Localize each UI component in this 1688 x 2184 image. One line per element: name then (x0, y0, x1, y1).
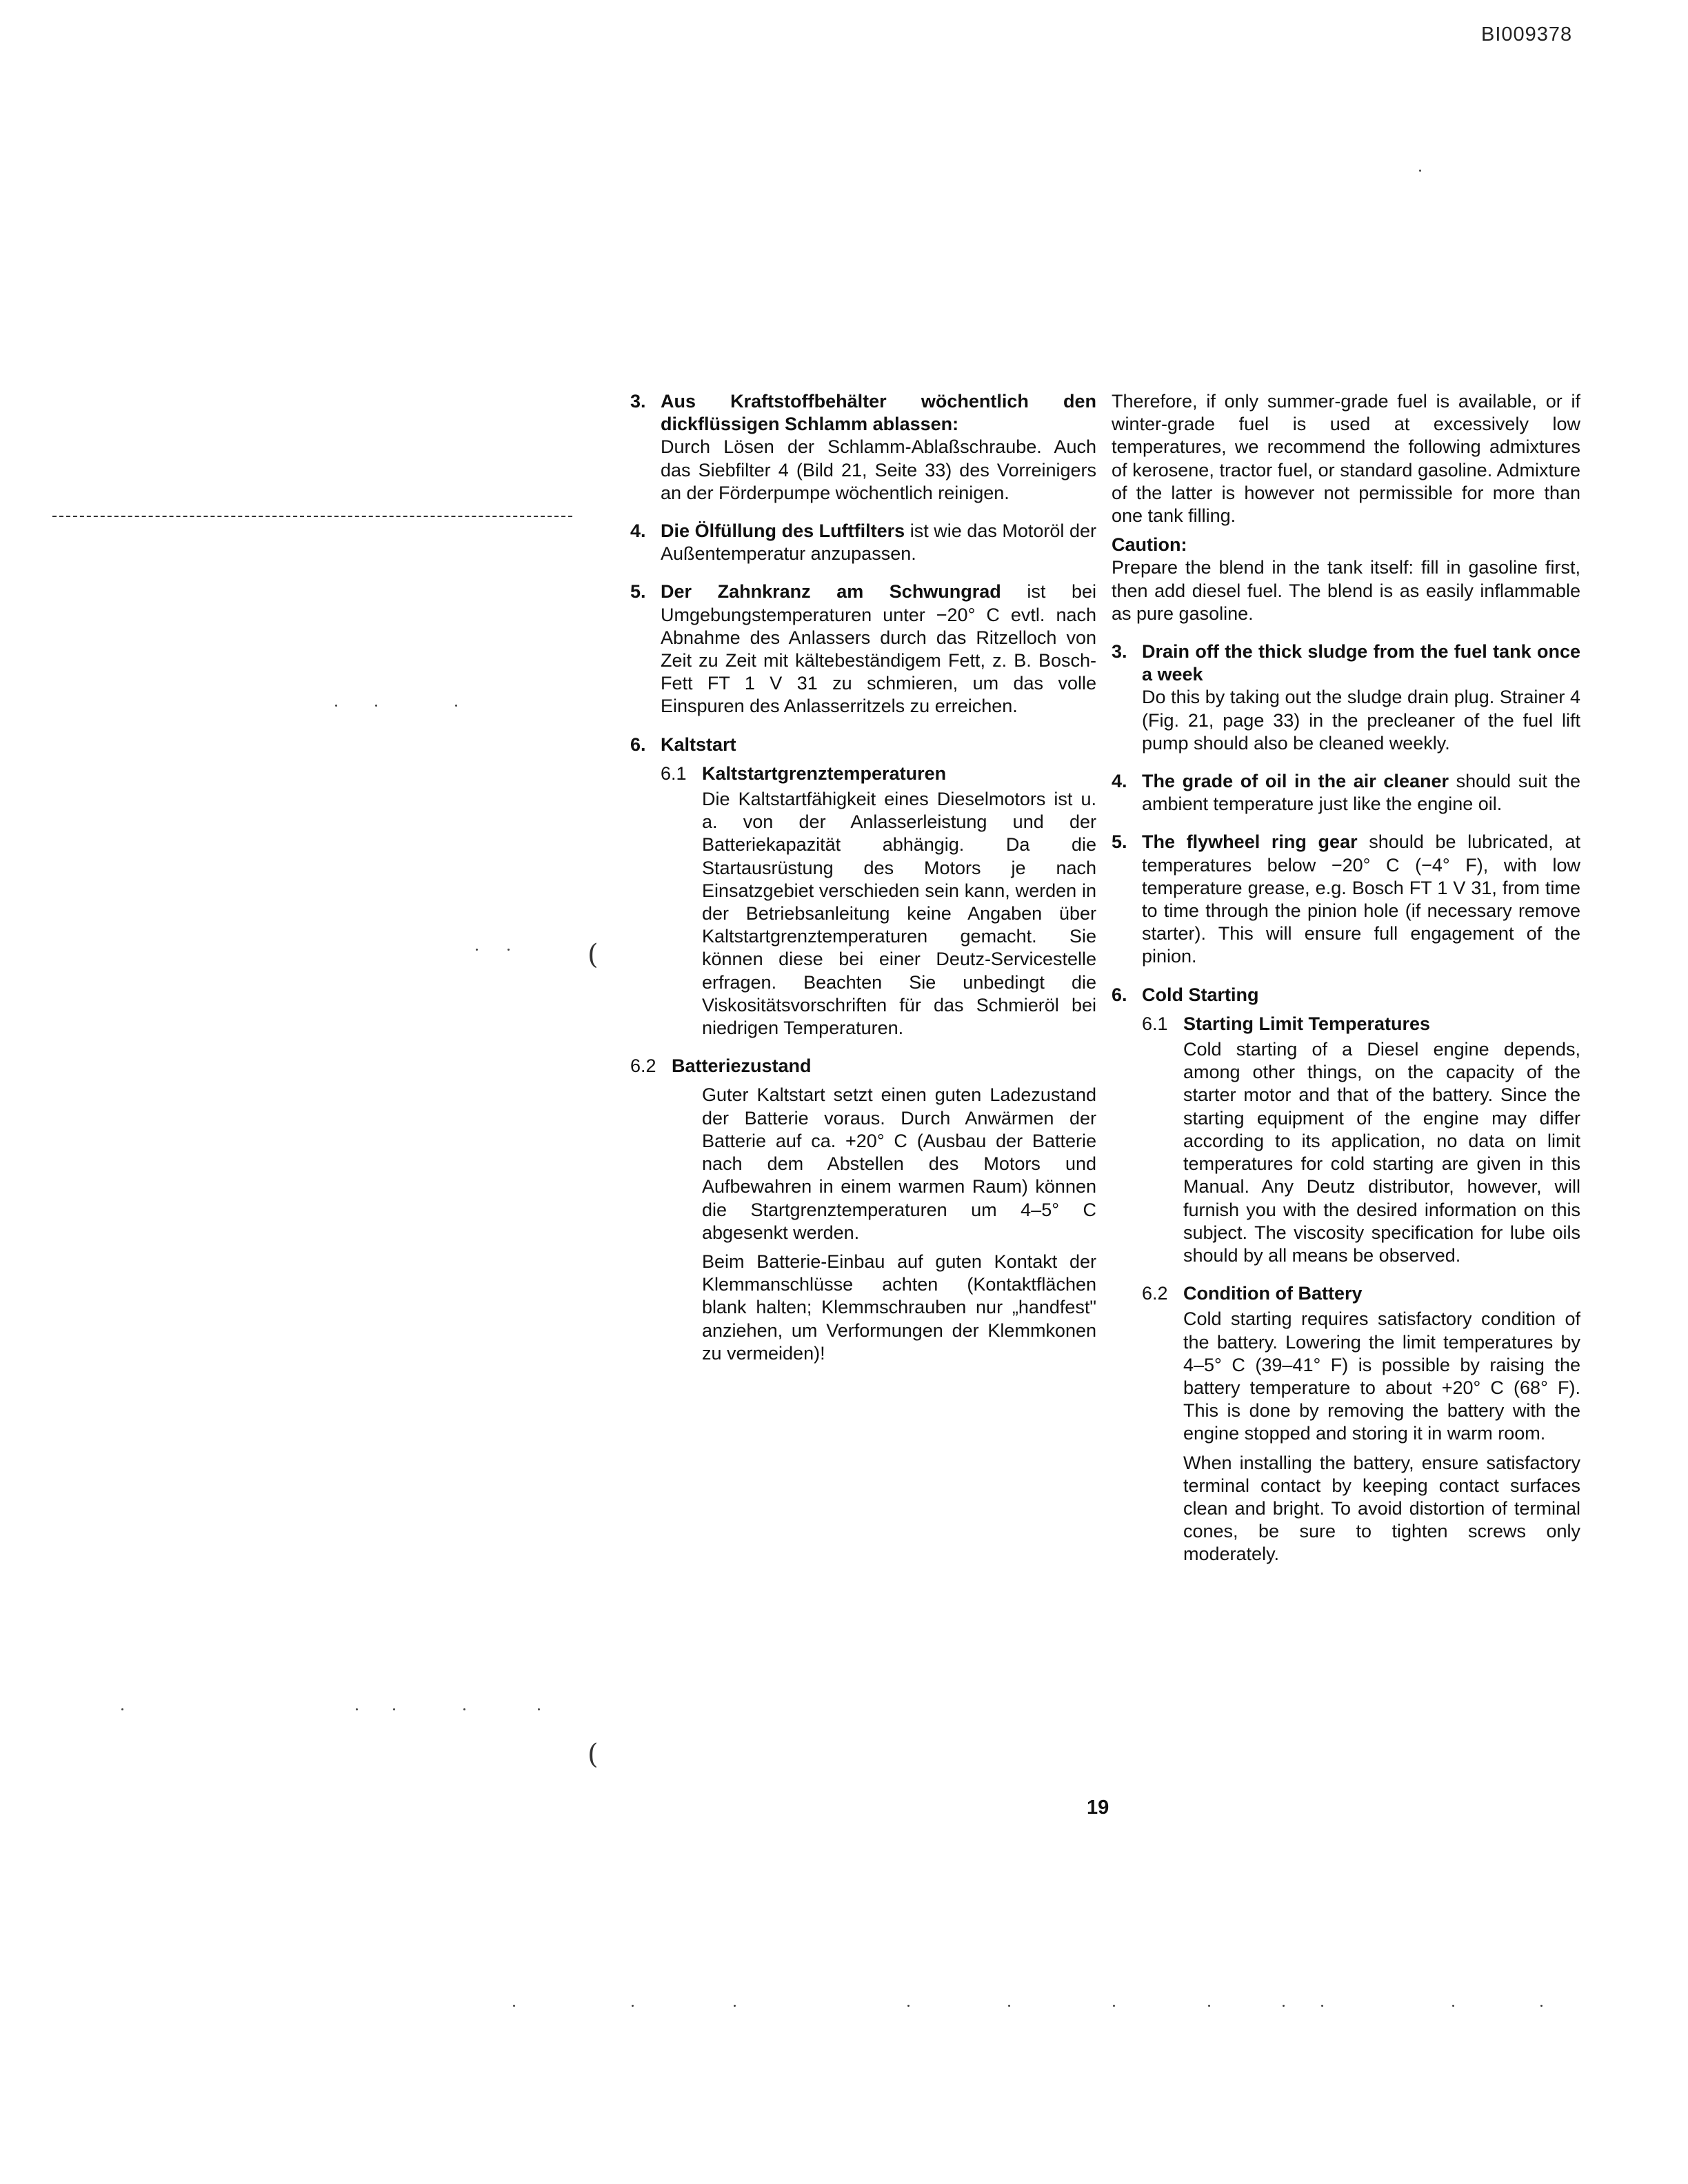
subsection-paragraph: Cold starting requires satisfactory condition of the battery. Lowering the limit temperatures by 4–5° C (39–41° F) is possible by raising the battery temperature to about +20° C (68° F). This is done by removing the battery with the engine stopped and storing it in warm room. (1183, 1308, 1580, 1444)
en-section-5 (1112, 831, 1580, 968)
en-subsection-6-1 (1142, 1013, 1580, 1267)
scan-speck (632, 2005, 634, 2007)
section-number: 5. (630, 581, 646, 603)
scan-speck (1113, 2005, 1115, 2007)
section-body: Do this by taking out the sludge drain plug. Strainer 4 (Fig. 21, page 33) in the precleaner of the fuel lift pump should also be cleaned weekly. (1142, 687, 1580, 754)
scan-speck (335, 705, 337, 707)
section-heading: Der Zahnkranz am Schwungrad (661, 581, 1001, 603)
de-section-4 (630, 520, 1096, 565)
section-paragraph (661, 580, 1096, 718)
de-section-5 (630, 580, 1096, 718)
en-caution-heading: Caution: (1112, 534, 1187, 556)
section-body: should suit the ambient temperature just like the engine oil. (1142, 771, 1580, 815)
section-paragraph (661, 520, 1096, 565)
scan-speck (375, 705, 377, 707)
section-heading: Die Ölfüllung des Luftfilters (661, 520, 905, 542)
de-subsection-6-2 (630, 1055, 1096, 1365)
subsection-heading: Starting Limit Temperatures (1183, 1013, 1431, 1034)
subsection-body: Die Kaltstartfähigkeit eines Dieselmotors ist u. a. von der Anlasserleistung und der Batteriekapazität abhängig. Da die Startausrüstung des Motors je nach Einsatzgebiet verschieden sein kann, werden in der Betriebsanleitung keine Angaben über Kaltstartgrenztemperaturen gemacht. Sie können diese bei einer Deutz-Servicestelle erfragen. Beachten Sie unbedingt die Viskositätsvorschriften für das Schmieröl bei niedrigen Temperaturen. (702, 789, 1096, 1039)
en-intro-paragraph: Therefore, if only summer-grade fuel is available, or if winter-grade fuel is used at excessively low temperatures, we recommend the following admixtures of kerosene, tractor fuel, or standard gasoline. Admixture of the latter is however not permissible for more than one tank filling. (1112, 391, 1580, 527)
subsection-number: 6.2 (1142, 1283, 1168, 1304)
section-paragraph (1142, 831, 1580, 968)
de-section-6 (630, 734, 1096, 1040)
section-number: 4. (1112, 771, 1127, 792)
subsection-paragraph: Beim Batterie-Einbau auf guten Kontakt der Klemmanschlüsse achten (Kontaktflächen blank halten; Klemmschrauben nur „handfest" anziehen, um Verformungen der Klemmkonen zu vermeiden)! (702, 1251, 1096, 1364)
section-heading: Drain off the thick sludge from the fuel tank once a week (1142, 641, 1580, 685)
en-section-6 (1112, 984, 1580, 1566)
document-id: BI009378 (1481, 23, 1573, 46)
section-heading: The flywheel ring gear (1142, 831, 1358, 853)
section-number: 3. (1112, 641, 1127, 663)
english-column (1112, 390, 1580, 1566)
page-number: 19 (1087, 1797, 1109, 1819)
en-section-4 (1112, 770, 1580, 816)
scan-speck (1208, 2005, 1210, 2007)
section-heading: The grade of oil in the air cleaner (1142, 771, 1449, 792)
de-section-3 (630, 390, 1096, 505)
subsection-number: 6.1 (661, 762, 687, 784)
scan-bracket-mark: ( (587, 939, 599, 971)
scan-speck (1321, 2005, 1323, 2007)
scan-speck (476, 949, 478, 951)
german-column (630, 390, 1096, 1365)
scan-speck (1419, 170, 1421, 172)
en-section-3 (1112, 640, 1580, 755)
scan-speck (1540, 2005, 1543, 2007)
scan-speck (907, 2005, 910, 2007)
scan-bracket-mark: ( (587, 1739, 599, 1770)
section-body: Durch Lösen der Schlamm-Ablaßschraube. Auch das Siebfilter 4 (Bild 21, Seite 33) des Vorreinigers an der Förderpumpe wöchentlich reinigen. (661, 436, 1096, 503)
subsection-paragraph: When installing the battery, ensure satisfactory terminal contact by keeping contact surfaces clean and bright. To avoid distortion of terminal cones, be sure to tighten screws only moderately. (1183, 1452, 1580, 1565)
scan-speck (538, 1708, 540, 1710)
en-subsection-6-2 (1142, 1282, 1580, 1566)
subsection-body: Cold starting of a Diesel engine depends, among other things, on the capacity of the starter motor and that of the battery. Since the starting equipment of the engine may differ according to its application, no data on limit temperatures for cold starting are given in this Manual. Any Deutz distributor, however, will furnish you with the desired information on this subject. The viscosity specification for lube oils should by all means be observed. (1183, 1039, 1580, 1266)
subsection-paragraph: Guter Kaltstart setzt einen guten Ladezustand der Batterie voraus. Durch Anwärmen der Batterie auf ca. +20° C (Ausbau der Batterie nach dem Abstellen des Motors und Aufbewahren in einem warmen Raum) können die Startgrenztemperaturen um 4–5° C abgesenkt werden. (702, 1084, 1096, 1243)
scan-speck (121, 1708, 123, 1710)
scan-speck (1008, 2005, 1010, 2007)
section-number: 6. (630, 734, 646, 755)
scan-speck (1452, 2005, 1454, 2007)
scan-speck (463, 1708, 465, 1710)
section-number: 4. (630, 520, 646, 542)
section-body: ist bei Umgebungstemperaturen unter −20° C evtl. nach Abnahme des Anlassers durch das Ritzelloch von Zeit zu Zeit mit kältebeständigem Fett, z. B. Bosch-Fett FT 1 V 31 zu schmieren, um das volle Einspuren des Anlasserritzels zu erreichen. (661, 581, 1096, 717)
scan-speck (356, 1708, 358, 1710)
scan-dash-line (52, 516, 572, 517)
section-number: 5. (1112, 831, 1127, 853)
scan-speck (393, 1708, 395, 1710)
de-subsection-6-1 (661, 762, 1096, 1040)
section-body: ist wie das Motoröl der Außentemperatur anzupassen. (661, 520, 1096, 565)
subsection-heading: Batteriezustand (672, 1055, 812, 1077)
subsection-number: 6.1 (1142, 1013, 1168, 1034)
subsection-number: 6.2 (630, 1055, 656, 1077)
subsection-heading: Kaltstartgrenztemperaturen (702, 762, 947, 784)
scan-speck (513, 2005, 515, 2007)
scan-speck (1283, 2005, 1285, 2007)
section-number: 3. (630, 391, 646, 412)
subsection-heading: Condition of Battery (1183, 1283, 1363, 1304)
scan-speck (455, 705, 457, 707)
section-paragraph (1142, 770, 1580, 816)
scan-speck (508, 949, 510, 951)
scan-speck (734, 2005, 736, 2007)
section-heading: Aus Kraftstoffbehälter wöchentlich den dickflüssigen Schlamm ablassen: (661, 391, 1096, 435)
section-number: 6. (1112, 984, 1127, 1005)
section-heading: Kaltstart (661, 734, 736, 755)
section-body: should be lubricated, at temperatures below −20° C (−4° F), with low temperature grease, e.g. Bosch FT 1 V 31, from time to time through the pinion hole (if necessary remove starter). This will ensure full engagement of the pinion. (1142, 831, 1580, 967)
section-heading: Cold Starting (1142, 984, 1259, 1005)
en-caution-body: Prepare the blend in the tank itself: fill in gasoline first, then add diesel fuel. The blend is as easily inflammable as pure gasoline. (1112, 557, 1580, 624)
